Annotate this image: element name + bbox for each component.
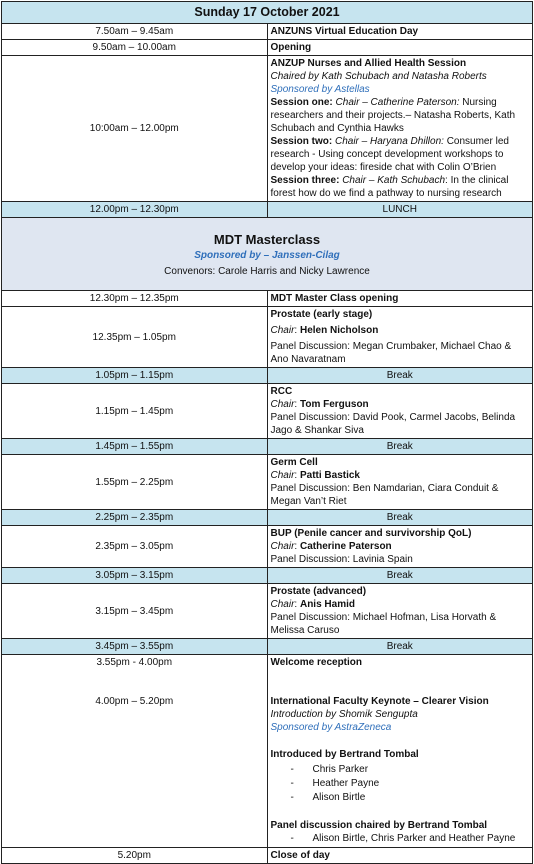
session-title: BUP (Penile cancer and survivorship QoL) (270, 528, 472, 539)
session-cell (267, 655, 533, 848)
mdt-header-row (2, 218, 533, 291)
table-row (2, 368, 533, 384)
sponsor-text: Sponsored by AstraZeneca (270, 722, 392, 733)
time-cell: 12.00pm – 12.30pm (2, 202, 268, 218)
day-header: Sunday 17 October 2021 (2, 2, 533, 24)
time-cell: 5.20pm (2, 848, 268, 864)
session-cell (267, 455, 533, 510)
session-title: ANZUP Nurses and Allied Health Session (270, 58, 467, 69)
table-row (2, 584, 533, 639)
table-row (2, 384, 533, 439)
session-title: Germ Cell (270, 457, 318, 468)
panel-list (271, 832, 530, 846)
keynote-intro: Introduction by Shomik Sengupta (270, 709, 418, 720)
break-label: Break (267, 568, 533, 584)
session-three-chair: Chair – Kath Schubach (342, 175, 446, 186)
chair-name: Tom Ferguson (299, 399, 369, 410)
chair-name: Anis Hamid (299, 599, 355, 610)
session-title: ANZUNS Virtual Education Day (267, 24, 533, 40)
break-label: Break (267, 439, 533, 455)
session-chair: Chair: Anis Hamid (270, 599, 355, 610)
table-row (2, 56, 533, 202)
session-three-label: Session three: (270, 175, 340, 186)
session-two-chair: Chair – Haryana Dhillon: (334, 136, 444, 147)
session-one-text: Nursing researchers and their projects.– Natasha Roberts, Kath Schubach and Cynthia Hawks (270, 97, 516, 134)
break-label: Break (267, 368, 533, 384)
list-item: - Heather Payne (291, 777, 530, 791)
time-cell: 10:00am – 12.00pm (2, 56, 268, 202)
time-cell: 12.30pm – 12.35pm (2, 291, 268, 307)
session-two-label: Session two: (270, 136, 333, 147)
table-row (2, 510, 533, 526)
session-chair: Chair: Helen Nicholson (270, 325, 379, 336)
lunch-label: LUNCH (267, 202, 533, 218)
session-three (271, 174, 530, 200)
panel-discussion: Panel Discussion: Megan Crumbaker, Michael Chao & Ano Navaratnam (270, 341, 512, 365)
time-cell: 7.50am – 9.45am (2, 24, 268, 40)
session-cell (267, 384, 533, 439)
panel-discussion: Panel Discussion: Lavinia Spain (270, 554, 413, 565)
mdt-title: MDT Masterclass (213, 232, 321, 247)
session-title: MDT Master Class opening (267, 291, 533, 307)
chair-label: Chair (270, 325, 295, 336)
table-row (2, 526, 533, 568)
session-title: Close of day (267, 848, 533, 864)
list-item: - Alison Birtle, Chris Parker and Heather Payne (291, 832, 530, 846)
session-chair: Chair: Patti Bastick (270, 470, 360, 481)
program-table (1, 1, 533, 864)
panel-discussion: Panel Discussion: David Pook, Carmel Jacobs, Belinda Jago & Shankar Siva (270, 412, 516, 436)
introduced-by: Introduced by Bertrand Tombal (270, 749, 419, 760)
table-row (2, 439, 533, 455)
session-title: RCC (270, 386, 293, 397)
time-keynote: 4.00pm – 5.20pm (95, 696, 174, 707)
time-cell: 3.05pm – 3.15pm (2, 568, 268, 584)
session-one-chair: Chair – Catherine Paterson: (335, 97, 460, 108)
list-item: - Alison Birtle (291, 791, 530, 805)
time-cell: 3.15pm – 3.45pm (2, 584, 268, 639)
time-cell: 1.05pm – 1.15pm (2, 368, 268, 384)
session-cell (267, 307, 533, 368)
time-cell: 9.50am – 10.00am (2, 40, 268, 56)
table-row (2, 568, 533, 584)
table-row (2, 307, 533, 368)
session-title: Prostate (early stage) (270, 309, 373, 320)
chair-name: Catherine Paterson (299, 541, 392, 552)
table-row (2, 24, 533, 40)
speaker-list (271, 763, 530, 805)
welcome-title: Welcome reception (270, 657, 363, 668)
break-label: Break (267, 510, 533, 526)
mdt-convenors: Convenors: Carole Harris and Nicky Lawrence (164, 266, 370, 277)
break-label: Break (267, 639, 533, 655)
session-chairs: Chaired by Kath Schubach and Natasha Roberts (270, 71, 487, 82)
session-chair: Chair: Tom Ferguson (270, 399, 369, 410)
panel-title: Panel discussion chaired by Bertrand Tombal (270, 820, 488, 831)
session-title: Opening (267, 40, 533, 56)
time-cell: 2.35pm – 3.05pm (2, 526, 268, 568)
session-cell (267, 56, 533, 202)
sponsor-text: Sponsored by Astellas (270, 84, 370, 95)
table-row (2, 202, 533, 218)
chair-name: Helen Nicholson (299, 325, 379, 336)
chair-label: Chair (270, 399, 295, 410)
time-cell: 12.35pm – 1.05pm (2, 307, 268, 368)
chair-label: Chair (270, 470, 295, 481)
table-row (2, 848, 533, 864)
mdt-sponsor: Sponsored by – Janssen-Cilag (194, 250, 340, 261)
table-row (2, 455, 533, 510)
panel-discussion: Panel Discussion: Michael Hofman, Lisa Horvath & Melissa Caruso (270, 612, 497, 636)
chair-name: Patti Bastick (299, 470, 360, 481)
time-cell: 1.15pm – 1.45pm (2, 384, 268, 439)
time-cell: 3.45pm – 3.55pm (2, 639, 268, 655)
chair-label: Chair (270, 599, 295, 610)
table-row (2, 655, 533, 848)
session-one (271, 96, 530, 135)
table-row (2, 639, 533, 655)
time-cell: 1.45pm – 1.55pm (2, 439, 268, 455)
session-chair: Chair: Catherine Paterson (270, 541, 392, 552)
time-cell (2, 655, 268, 848)
session-one-label: Session one: (270, 97, 333, 108)
keynote-title: International Faculty Keynote – Clearer Vision (270, 696, 489, 707)
session-three-text: : In the clinical forest how do we find a pathway to nursing research (270, 175, 509, 199)
session-cell (267, 584, 533, 639)
session-two-text: Consumer led research - Using concept development workshops to develop your ideas: fireside chat with Colin O’Brien (270, 136, 509, 173)
panel-discussion: Panel Discussion: Ben Namdarian, Ciara Conduit & Megan Van’t Riet (270, 483, 499, 507)
table-row (2, 40, 533, 56)
list-item: - Chris Parker (291, 763, 530, 777)
session-two (271, 135, 530, 174)
table-row (2, 291, 533, 307)
mdt-header (2, 218, 533, 291)
chair-label: Chair (270, 541, 295, 552)
time-cell: 2.25pm – 2.35pm (2, 510, 268, 526)
time-cell: 1.55pm – 2.25pm (2, 455, 268, 510)
session-cell (267, 526, 533, 568)
time-welcome: 3.55pm - 4.00pm (96, 657, 173, 668)
session-title: Prostate (advanced) (270, 586, 367, 597)
